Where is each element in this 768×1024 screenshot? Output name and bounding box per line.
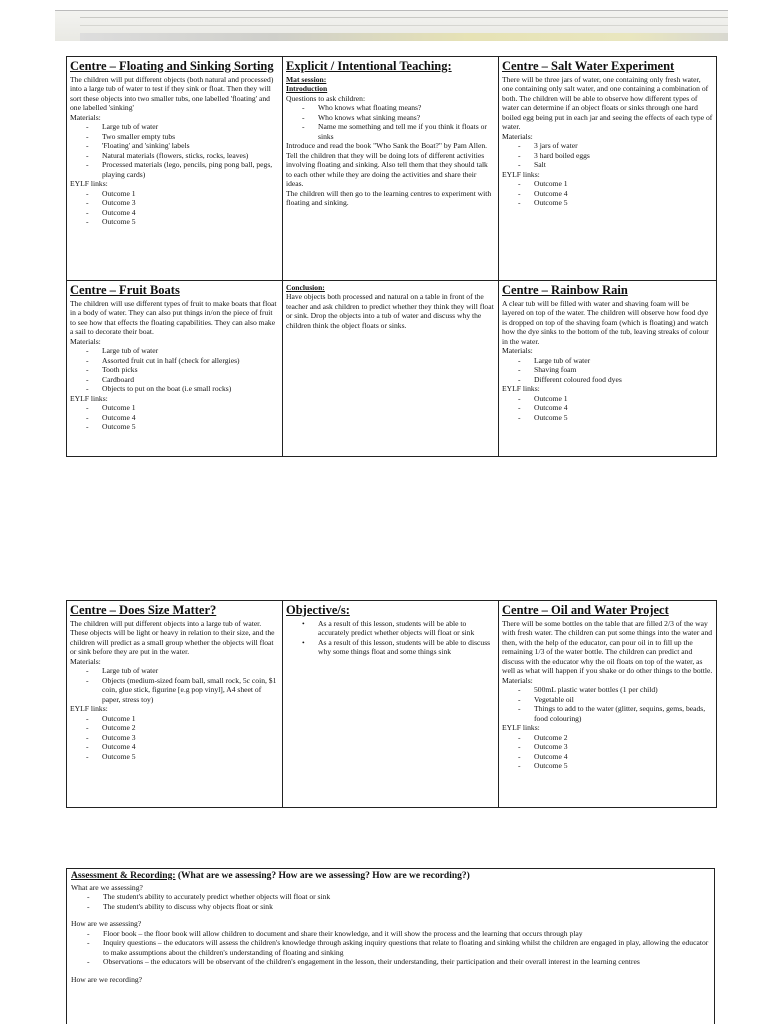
banner-line [80,25,728,26]
paragraph: The children will then go to the learning centres to experiment with floating and sinking. [286,188,492,208]
list-item: - Who knows what sinking means? [302,113,495,122]
cell-explicit-teaching [283,57,499,281]
list-item: - Outcome 1 [518,394,713,403]
list-item: - Processed materials (lego, pencils, ping pong ball, pegs, playing cards) [86,160,279,179]
eylf-label: EYLF links: [70,704,108,714]
what-assessing-label: What are we assessing? [71,882,143,892]
section-title: Explicit / Intentional Teaching: [286,59,452,73]
cell-conclusion [283,281,499,457]
objectives-list [286,619,495,657]
list-item: - The student's ability to accurately predict whether objects will float or sink [87,892,710,901]
cell-objectives [283,601,499,808]
list-item: - 3 hard boiled eggs [518,151,713,160]
list-item: - Outcome 1 [86,403,279,412]
materials-label: Materials: [502,346,533,356]
eylf-list [70,403,279,431]
materials-list [70,122,279,179]
eylf-label: EYLF links: [502,169,540,179]
materials-label: Materials: [70,336,101,346]
how-assessing-label: How are we assessing? [71,919,142,929]
list-item: - Outcome 1 [86,189,279,198]
list-item: - Outcome 5 [86,752,279,761]
mat-session-label: Mat session: [286,75,327,84]
list-item: - Outcome 3 [86,198,279,207]
centre-description: The children will put different objects into a large tub of water. These objects will be light or heavy in relation to their size, and the children will predict as a small group whether the objects will float or sink before they are put in the water. [70,619,275,657]
list-item: - Outcome 4 [86,208,279,217]
list-item: - Tooth picks [86,365,279,374]
eylf-label: EYLF links: [502,384,540,394]
centre-description: The children will use different types of fruit to make boats that float in a body of water. They can also put things in/on the piece of fruit to see how that effects the floating capabilities. They can also make a sail to decorate their boat. [70,299,277,337]
materials-list [502,685,713,723]
banner-line [80,17,728,18]
list-item: - Objects to put on the boat (i.e small rocks) [86,384,279,393]
list-item: - Things to add to the water (glitter, sequins, gems, beads, food colouring) [518,704,713,723]
list-item: - Who knows what floating means? [302,103,495,112]
centre-description: There will be some bottles on the table that are filled 2/3 of the way with fresh water. The children can put some things into the water and then, with the help of the educator, can pour oil in to fill up the remaining 1/3 of the water bottle. The children can predict and discuss with the educator why the oil floats on top of the water, as well as what will happen if you shake or do other things to the bottle. [502,619,713,676]
questions-list [286,103,495,141]
list-item: - Natural materials (flowers, sticks, rocks, leaves) [86,151,279,160]
list-item: - Outcome 1 [86,714,279,723]
centre-title: Centre – Does Size Matter? [70,603,217,617]
cell-size-matter [67,601,283,808]
section-title: Objective/s: [286,603,350,617]
list-item: - Shaving foam [518,365,713,374]
centre-title: Centre – Floating and Sinking Sorting [70,59,274,73]
list-item: - 3 jars of water [518,141,713,150]
assessment-title [71,871,710,883]
eylf-list [502,733,713,771]
centre-title: Centre – Rainbow Rain [502,283,628,297]
list-item: • As a result of this lesson, students will be able to discuss why some things float and some things sink [302,638,495,657]
how-recording-label: How are we recording? [71,974,143,984]
cell-salt-water [499,57,717,281]
materials-label: Materials: [502,675,533,685]
list-item: - Vegetable oil [518,695,713,704]
header-banner-image [55,10,728,41]
cell-floating-sinking [67,57,283,281]
paragraph: Introduce and read the book "Who Sank the Boat?" by Pam Allen. [286,141,488,151]
centre-title: Centre – Oil and Water Project [502,603,669,617]
list-item: - Large tub of water [86,122,279,131]
list-item: - Two smaller empty tubs [86,132,279,141]
list-item: - Inquiry questions – the educators will assess the children's knowledge through asking inquiry questions that relate to floating and sinking whilst the children are engaged in play, allowing the educator to make assumptions about the children's understanding of floating and sinking [87,938,710,957]
list-item: - Cardboard [86,375,279,384]
list-item: - Outcome 2 [86,723,279,732]
list-item: - Different coloured food dyes [518,375,713,384]
questions-label: Questions to ask children: [286,93,366,103]
list-item: - 500mL plastic water bottles (1 per child) [518,685,713,694]
list-item: - Outcome 3 [86,733,279,742]
list-item: - Outcome 1 [518,179,713,188]
list-item: - 'Floating' and 'sinking' labels [86,141,279,150]
banner-strip [80,33,728,41]
list-item: - Salt [518,160,713,169]
materials-label: Materials: [70,656,101,666]
list-item: - Large tub of water [518,356,713,365]
centre-title: Centre – Fruit Boats [70,283,180,297]
materials-list [70,666,279,704]
materials-label: Materials: [70,112,101,122]
list-item: - Large tub of water [86,346,279,355]
list-item: - Large tub of water [86,666,279,675]
list-item: - Outcome 5 [86,217,279,226]
centre-title: Centre – Salt Water Experiment [502,59,675,73]
list-item: - Observations – the educators will be observant of the children's engagement in the lesson, their understanding, their participation and their overall interest in the learning centres [87,957,710,966]
eylf-list [70,714,279,761]
assessment-title-questions: (What are we assessing? How are we assessing? How are we recording?) [175,871,470,881]
eylf-list [502,179,713,207]
lesson-table-2 [66,600,717,808]
list-item: - Outcome 2 [518,733,713,742]
list-item: - The student's ability to discuss why objects float or sink [87,902,710,911]
materials-list [502,141,713,169]
eylf-label: EYLF links: [70,393,108,403]
eylf-list [70,189,279,227]
materials-list [70,346,279,393]
what-assessing-list [71,892,710,911]
paragraph: Tell the children that they will be doing lots of different activities involving floating and sinking. Also tell them that they should talk to each other while they are doing the activities and share their ideas. [286,150,488,189]
assessment-section [66,868,715,1024]
list-item: - Outcome 5 [518,761,713,770]
list-item: - Outcome 4 [86,742,279,751]
list-item: - Outcome 5 [518,198,713,207]
list-item: - Outcome 5 [86,422,279,431]
assessment-title-underlined: Assessment & Recording: [71,871,176,881]
centre-description: A clear tub will be filled with water and shaving foam will be layered on top of the water. The children will observe how food dye is dropped on top of the shaving foam (which is floating) and watch how the dye sinks to the bottom of the tub, leaving streaks of colour in the water. [502,299,709,346]
introduction-label: Introduction [286,84,328,94]
list-item: - Outcome 4 [518,403,713,412]
eylf-label: EYLF links: [502,723,540,733]
centre-description: The children will put different objects (both natural and processed) into a large tub of water to test if they sink or float. Then they will sort these objects into two smaller tubs, one labelled 'floating' and one labelled 'sinking' [70,75,274,113]
list-item: - Outcome 4 [518,752,713,761]
materials-label: Materials: [502,131,533,141]
list-item: - Assorted fruit cut in half (check for allergies) [86,356,279,365]
cell-rainbow-rain [499,281,717,457]
list-item: - Outcome 3 [518,742,713,751]
cell-oil-water [499,601,717,808]
how-assessing-list [71,929,710,967]
eylf-label: EYLF links: [70,179,108,189]
conclusion-label: Conclusion: [286,283,325,292]
list-item: - Outcome 5 [518,413,713,422]
list-item: - Name me something and tell me if you think it floats or sinks [302,122,495,141]
list-item: - Floor book – the floor book will allow children to document and share their knowledge, and it will show the process and the learning that occurs through play [87,929,710,938]
lesson-table-1 [66,56,717,457]
list-item: - Outcome 4 [86,413,279,422]
conclusion-text: Have objects both processed and natural on a table in front of the teacher and ask children to predict whether they think they will float or sink. Drop the objects into a tub of water and discuss why the children think the object floats or sinks. [286,292,494,330]
list-item: - Objects (medium-sized foam ball, small rock, 5c coin, $1 coin, glue stick, figurine [e.g pop vinyl], A4 sheet of paper, stress toy) [86,676,279,704]
list-item: • As a result of this lesson, students will be able to accurately predict whether objects will float or sink [302,619,495,638]
cell-fruit-boats [67,281,283,457]
materials-list [502,356,713,384]
eylf-list [502,394,713,422]
centre-description: There will be three jars of water, one containing only fresh water, one containing only salt water, and one containing a combination of both. The children will be able to observe how different types of water can determine if an object floats or sinks through one hard boiled egg being put in each jar and seeing the effects of each type of water. [502,75,713,132]
list-item: - Outcome 4 [518,189,713,198]
